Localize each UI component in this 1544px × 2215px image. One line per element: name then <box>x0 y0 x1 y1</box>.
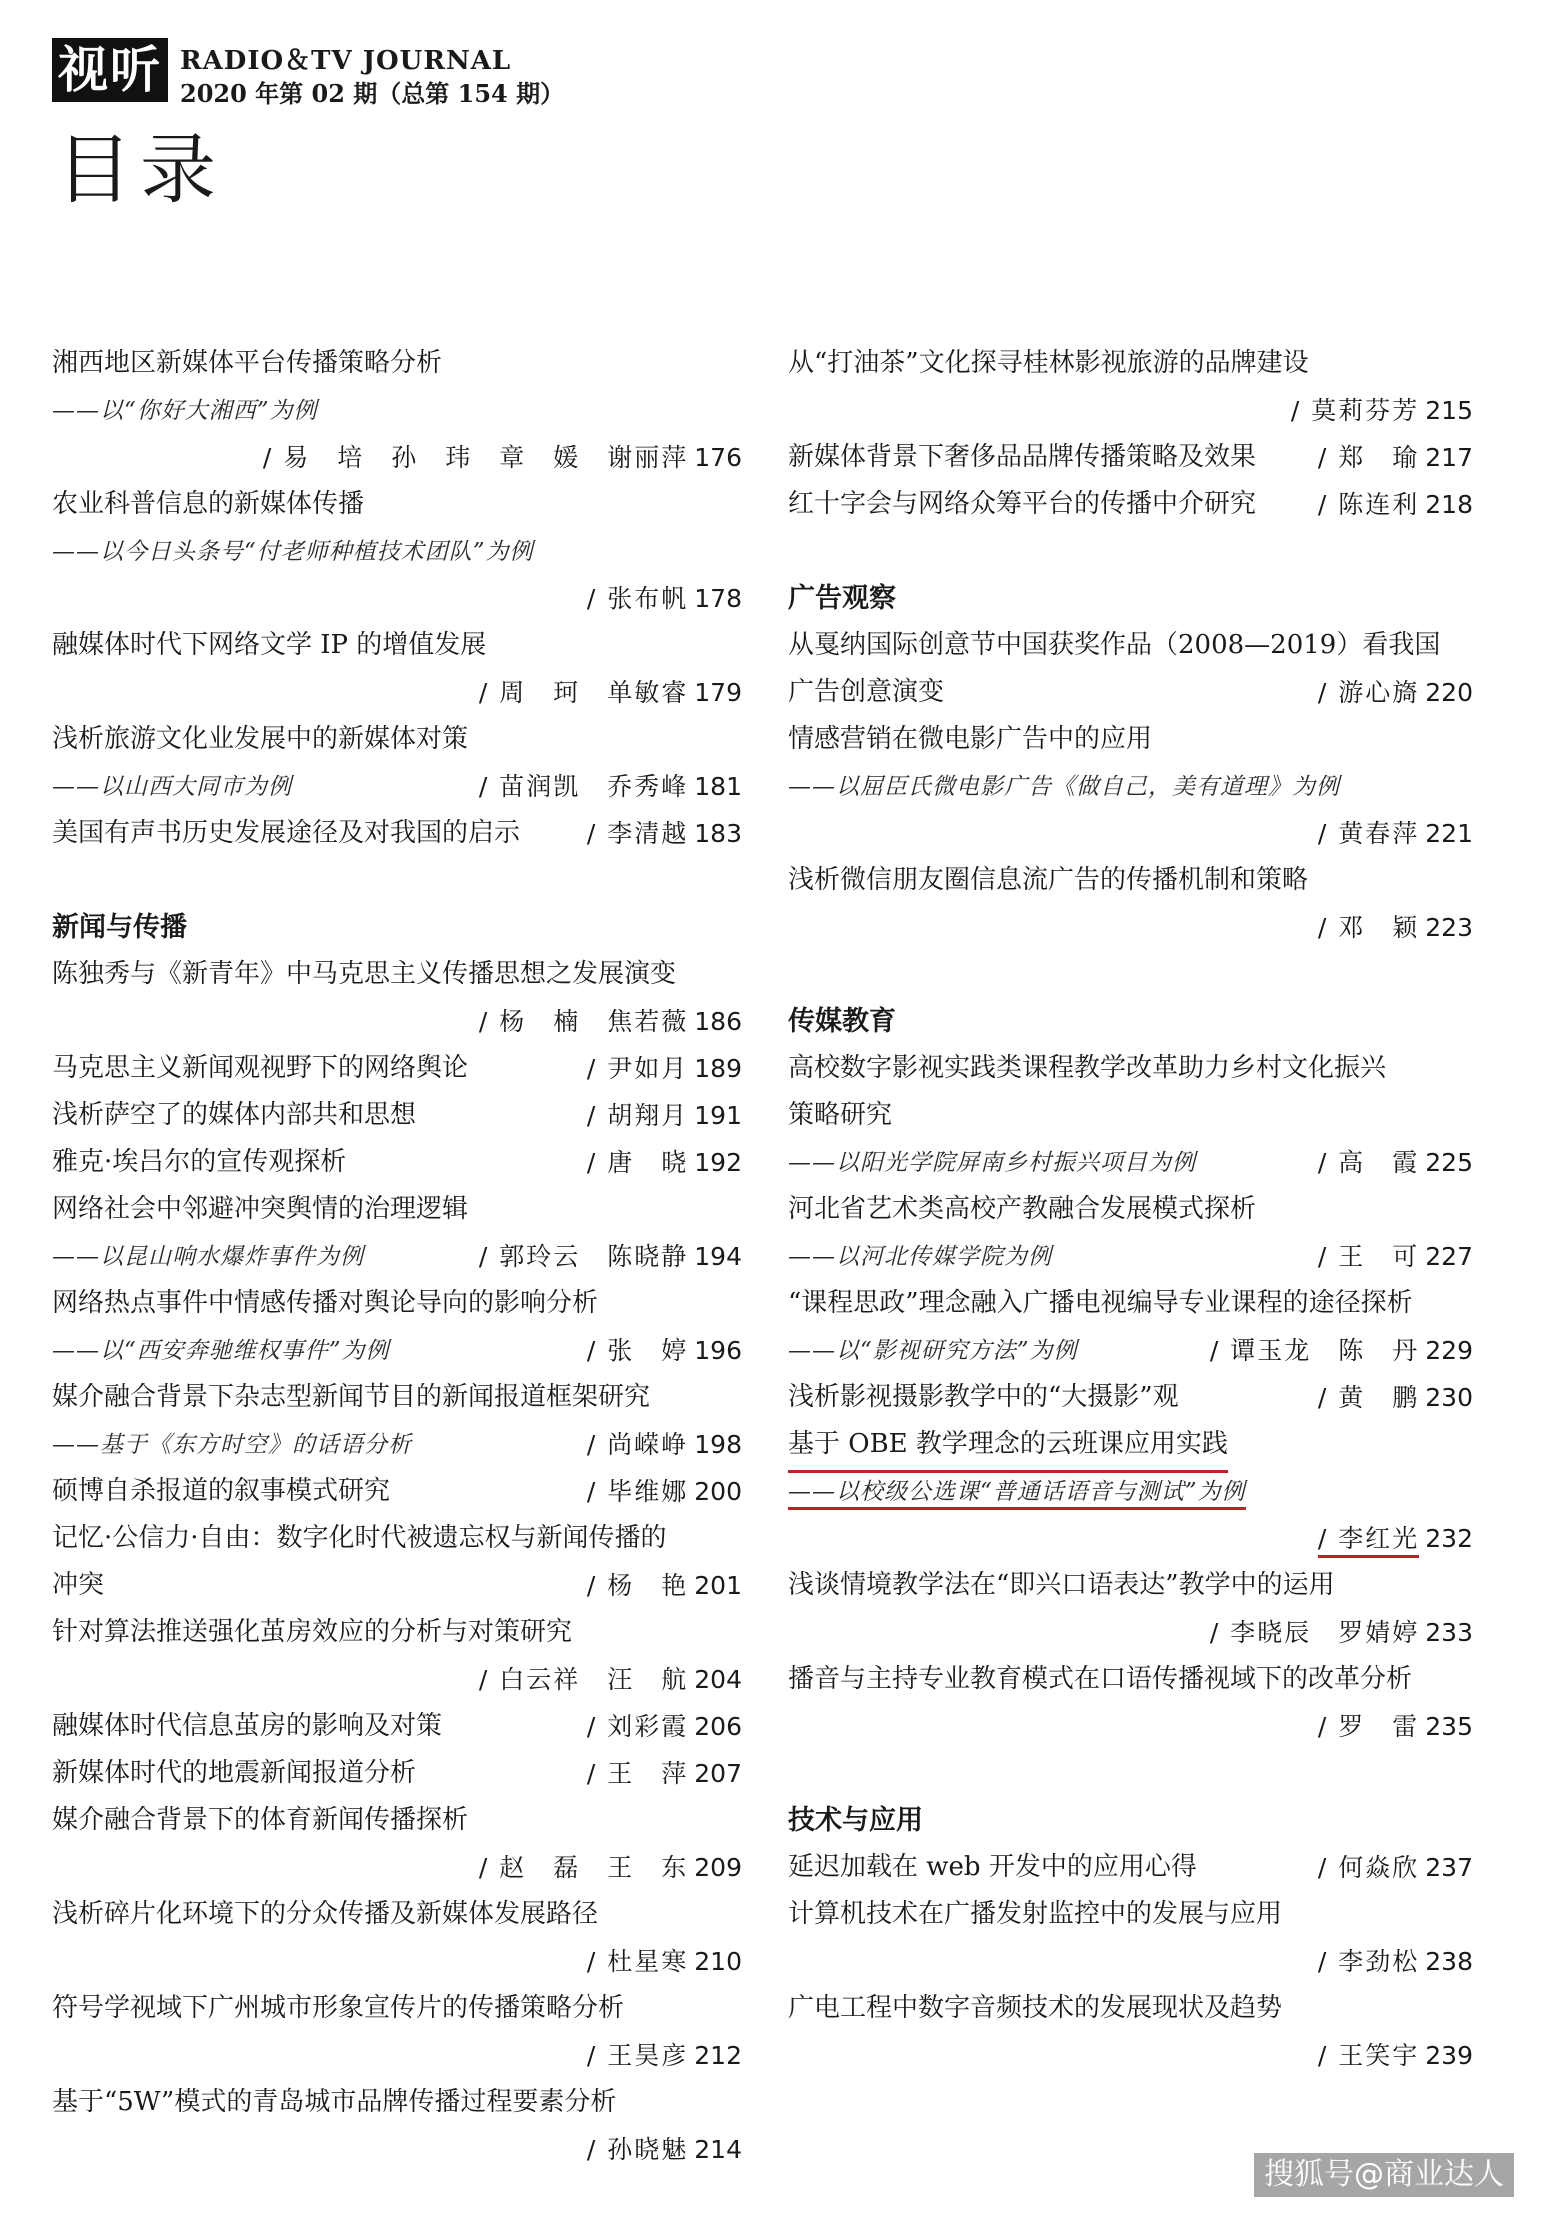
author-names: / 陈连利 <box>1317 490 1420 519</box>
toc-line <box>788 2032 1473 2079</box>
page-number: 181 <box>694 772 742 801</box>
toc-line <box>52 1938 742 1985</box>
toc-line <box>52 763 742 810</box>
author-names: / 郭玲云 陈晓静 <box>478 1242 689 1271</box>
author-byline <box>587 2126 742 2173</box>
author-byline <box>587 810 742 857</box>
page-number: 238 <box>1425 1947 1473 1976</box>
toc-line <box>788 1891 1473 1938</box>
toc-line <box>52 387 742 434</box>
section-heading: 新闻与传播 <box>52 912 187 943</box>
toc-line <box>52 1186 742 1233</box>
article-subtitle: ——以“影视研究方法”为例 <box>788 1338 1078 1364</box>
toc-entry[interactable] <box>52 1186 742 1280</box>
author-byline <box>479 763 742 810</box>
author-names: / 杨 楠 焦若薇 <box>478 1007 689 1036</box>
page-title: 目录 <box>56 125 224 214</box>
toc-entry[interactable] <box>52 1515 742 1609</box>
author-names: / 郑 瑜 <box>1317 443 1420 472</box>
article-title[interactable]: 媒介融合背景下的体育新闻传播探析 <box>52 1805 469 1835</box>
page-number: 223 <box>1425 913 1473 942</box>
author-names: / 谭玉龙 陈 丹 <box>1209 1336 1420 1365</box>
toc-entry[interactable] <box>788 1421 1473 1562</box>
toc-entry[interactable] <box>52 1609 742 1703</box>
article-title[interactable]: 广电工程中数字音频技术的发展现状及趋势 <box>788 1993 1283 2023</box>
toc-line <box>788 1985 1473 2032</box>
page-number: 212 <box>694 2041 742 2070</box>
toc-entry[interactable] <box>788 716 1473 857</box>
toc-entry[interactable] <box>52 716 742 810</box>
toc-line <box>788 857 1473 904</box>
author-byline <box>587 1139 742 1186</box>
author-byline <box>479 1844 742 1891</box>
page-number: 204 <box>694 1665 742 1694</box>
page-number: 207 <box>694 1759 742 1788</box>
author-names: / 刘彩霞 <box>586 1712 689 1741</box>
author-names: / 王昊彦 <box>586 2041 689 2070</box>
toc-entry[interactable] <box>52 481 742 622</box>
author-names: / 唐 晓 <box>586 1148 689 1177</box>
toc-line <box>788 1515 1473 1562</box>
author-byline <box>479 998 742 1045</box>
page-number: 198 <box>694 1430 742 1459</box>
author-byline <box>587 1045 742 1092</box>
article-title[interactable]: 冲突 <box>52 1570 105 1600</box>
page-number: 179 <box>694 678 742 707</box>
article-title[interactable]: 马克思主义新闻观视野下的网络舆论 <box>52 1053 469 1083</box>
toc-line <box>52 1515 742 1562</box>
watermark: 搜狐号@商业达人 <box>1254 2153 1514 2197</box>
page-number: 232 <box>1425 1524 1473 1553</box>
article-title[interactable]: 浅谈情境教学法在“即兴口语表达”教学中的运用 <box>788 1570 1335 1600</box>
author-names: / 周 珂 单敏睿 <box>478 678 689 707</box>
author-byline <box>479 669 742 716</box>
toc-line <box>52 669 742 716</box>
section-heading: 广告观察 <box>788 583 896 614</box>
author-byline <box>1318 904 1473 951</box>
toc-line <box>52 2032 742 2079</box>
toc-line <box>52 1562 742 1609</box>
toc-line <box>52 1891 742 1938</box>
author-byline <box>1318 434 1473 481</box>
author-byline <box>1318 1938 1473 1985</box>
toc-line <box>52 951 742 998</box>
author-names: / 孙晓魅 <box>586 2135 689 2164</box>
toc-entry[interactable] <box>788 1280 1473 1374</box>
toc-line <box>52 1985 742 2032</box>
toc-line <box>788 340 1473 387</box>
toc-line <box>788 1233 1473 1280</box>
author-names: / 李红光 <box>1318 1524 1419 1558</box>
author-names: / 易 培 孙 玮 章 媛 谢丽萍 <box>262 443 689 472</box>
author-names: / 莫莉芬芳 <box>1290 396 1420 425</box>
toc-line <box>52 2079 742 2126</box>
toc-line <box>52 2126 742 2173</box>
toc-line <box>788 1374 1473 1421</box>
author-names: / 黄 鹏 <box>1317 1383 1420 1412</box>
author-names: / 李晓辰 罗婧婷 <box>1209 1618 1420 1647</box>
section-heading: 传媒教育 <box>788 1006 896 1037</box>
author-byline <box>1318 1703 1473 1750</box>
page-number: 237 <box>1425 1853 1473 1882</box>
author-byline <box>479 1656 742 1703</box>
toc-line <box>52 575 742 622</box>
section-heading: 技术与应用 <box>788 1805 923 1836</box>
author-names: / 赵 磊 王 东 <box>478 1853 689 1882</box>
article-title[interactable]: 湘西地区新媒体平台传播策略分析 <box>52 348 443 378</box>
toc-entry[interactable] <box>788 1045 1473 1186</box>
author-names: / 毕维娜 <box>586 1477 689 1506</box>
toc-entry[interactable] <box>788 1374 1473 1421</box>
article-title[interactable]: 美国有声书历史发展途径及对我国的启示 <box>52 818 521 848</box>
toc-line <box>52 1233 742 1280</box>
journal-logo: 视听 <box>52 38 168 102</box>
page-number: 214 <box>694 2135 742 2164</box>
author-byline <box>1210 1327 1473 1374</box>
toc-line <box>52 528 742 575</box>
toc-entry[interactable] <box>52 810 742 857</box>
issue-number: 2020 年第 02 期（总第 154 期） <box>180 79 565 108</box>
article-title[interactable]: 浅析旅游文化业发展中的新媒体对策 <box>52 724 469 754</box>
toc-line <box>788 1656 1473 1703</box>
page-number: 221 <box>1425 819 1473 848</box>
author-byline <box>1291 387 1473 434</box>
author-byline <box>263 434 742 481</box>
article-title[interactable]: 网络热点事件中情感传播对舆论导向的影响分析 <box>52 1288 599 1318</box>
article-subtitle: ——以今日头条号“付老师种植技术团队”为例 <box>52 539 534 565</box>
toc-line <box>52 622 742 669</box>
toc-line <box>788 1609 1473 1656</box>
article-subtitle: ——基于《东方时空》的话语分析 <box>52 1432 412 1458</box>
toc-entry[interactable] <box>788 434 1473 481</box>
toc-entry[interactable] <box>52 1092 742 1139</box>
article-title[interactable]: 针对算法推送强化茧房效应的分析与对策研究 <box>52 1617 573 1647</box>
toc-entry[interactable] <box>52 622 742 716</box>
author-byline <box>1210 1609 1473 1656</box>
author-byline <box>1318 1139 1473 1186</box>
article-title[interactable]: 农业科普信息的新媒体传播 <box>52 489 365 519</box>
toc-entry[interactable] <box>788 622 1473 716</box>
toc-entry[interactable] <box>788 1891 1473 1985</box>
page-number: 229 <box>1425 1336 1473 1365</box>
article-title[interactable]: “课程思政”理念融入广播电视编导专业课程的途径探析 <box>788 1288 1413 1318</box>
article-subtitle: ——以“你好大湘西”为例 <box>52 398 318 424</box>
article-title[interactable]: 网络社会中邻避冲突舆情的治理逻辑 <box>52 1194 469 1224</box>
toc-line <box>52 481 742 528</box>
author-byline <box>587 1092 742 1139</box>
toc-line <box>788 1562 1473 1609</box>
author-byline <box>587 1562 742 1609</box>
toc-line <box>52 1139 742 1186</box>
article-title[interactable]: 记忆·公信力·自由：数字化时代被遗忘权与新闻传播的 <box>52 1523 667 1553</box>
page-number: 183 <box>694 819 742 848</box>
page-number: 227 <box>1425 1242 1473 1271</box>
author-names: / 胡翔月 <box>586 1101 689 1130</box>
article-subtitle: ——以屈臣氏微电影广告《做自己，美有道理》为例 <box>788 774 1340 800</box>
toc-line <box>52 1280 742 1327</box>
article-title[interactable]: 基于“5W”模式的青岛城市品牌传播过程要素分析 <box>52 2087 617 2117</box>
author-names: / 黄春萍 <box>1317 819 1420 848</box>
toc-line <box>788 904 1473 951</box>
author-byline <box>587 1421 742 1468</box>
author-names: / 苗润凯 乔秀峰 <box>478 772 689 801</box>
page-number: 191 <box>694 1101 742 1130</box>
toc-entry[interactable] <box>788 1985 1473 2079</box>
author-names: / 何焱欣 <box>1317 1853 1420 1882</box>
article-subtitle: ——以“西安奔驰维权事件”为例 <box>52 1338 390 1364</box>
article-title[interactable]: 广告创意演变 <box>788 677 945 707</box>
toc-line <box>52 1421 742 1468</box>
toc-entry[interactable] <box>788 1844 1473 1891</box>
article-title[interactable]: 播音与主持专业教育模式在口语传播视域下的改革分析 <box>788 1664 1413 1694</box>
article-title[interactable]: 从戛纳国际创意节中国获奖作品（2008—2019）看我国 <box>788 630 1441 660</box>
toc-line <box>788 1468 1473 1515</box>
toc-entry[interactable] <box>52 340 742 481</box>
toc-line <box>52 1327 742 1374</box>
page-number: 209 <box>694 1853 742 1882</box>
page-number: 235 <box>1425 1712 1473 1741</box>
toc-line <box>788 810 1473 857</box>
article-title[interactable]: 雅克·埃吕尔的宣传观探析 <box>52 1147 347 1177</box>
page-number: 210 <box>694 1947 742 1976</box>
toc-line <box>52 340 742 387</box>
article-subtitle: ——以校级公选课“普通话语音与测试”为例 <box>788 1479 1246 1510</box>
page-number: 206 <box>694 1712 742 1741</box>
toc-line <box>788 716 1473 763</box>
article-title[interactable]: 计算机技术在广播发射监控中的发展与应用 <box>788 1899 1283 1929</box>
toc-line <box>788 1045 1473 1092</box>
toc-entry[interactable] <box>52 1891 742 1985</box>
article-subtitle: ——以河北传媒学院为例 <box>788 1244 1052 1270</box>
article-title[interactable]: 浅析碎片化环境下的分众传播及新媒体发展路径 <box>52 1899 599 1929</box>
article-subtitle: ——以昆山响水爆炸事件为例 <box>52 1244 364 1270</box>
author-byline <box>587 575 742 622</box>
page-number: 233 <box>1425 1618 1473 1647</box>
author-names: / 杨 艳 <box>586 1571 689 1600</box>
article-title[interactable]: 高校数字影视实践类课程教学改革助力乡村文化振兴 <box>788 1053 1387 1083</box>
author-byline <box>587 1938 742 1985</box>
author-names: / 尚嵘峥 <box>586 1430 689 1459</box>
page-number: 201 <box>694 1571 742 1600</box>
article-title[interactable]: 硕博自杀报道的叙事模式研究 <box>52 1476 391 1506</box>
article-title[interactable]: 从“打油茶”文化探寻桂林影视旅游的品牌建设 <box>788 348 1309 378</box>
toc-entry[interactable] <box>788 340 1473 434</box>
toc-line <box>52 1750 742 1797</box>
toc-line <box>788 1186 1473 1233</box>
toc-entry[interactable] <box>788 1186 1473 1280</box>
toc-line <box>52 1045 742 1092</box>
author-byline <box>587 1703 742 1750</box>
author-byline <box>587 2032 742 2079</box>
page-number: 178 <box>694 584 742 613</box>
toc-line <box>52 1656 742 1703</box>
page-number: 192 <box>694 1148 742 1177</box>
author-names: / 李劲松 <box>1317 1947 1420 1976</box>
toc-line <box>788 434 1473 481</box>
article-title[interactable]: 浅析影视摄影教学中的“大摄影”观 <box>788 1382 1179 1412</box>
author-names: / 王笑宇 <box>1317 2041 1420 2070</box>
author-names: / 邓 颖 <box>1317 913 1420 942</box>
page-number: 230 <box>1425 1383 1473 1412</box>
page-number: 239 <box>1425 2041 1473 2070</box>
page-number: 176 <box>694 443 742 472</box>
toc-line <box>788 622 1473 669</box>
author-byline <box>479 1233 742 1280</box>
toc-line <box>788 1844 1473 1891</box>
page-number: 225 <box>1425 1148 1473 1177</box>
toc-line <box>52 810 742 857</box>
author-names: / 尹如月 <box>586 1054 689 1083</box>
page-number: 196 <box>694 1336 742 1365</box>
toc-entry[interactable] <box>52 1797 742 1891</box>
toc-entry[interactable] <box>52 1703 742 1750</box>
toc-line <box>788 1938 1473 1985</box>
toc-line <box>52 1609 742 1656</box>
article-title[interactable]: 浅析萨空了的媒体内部共和思想 <box>52 1100 417 1130</box>
toc-line <box>52 998 742 1045</box>
toc-line <box>52 1703 742 1750</box>
author-byline <box>587 1750 742 1797</box>
author-names: / 游心旖 <box>1317 678 1420 707</box>
author-byline <box>587 1327 742 1374</box>
article-title[interactable]: 基于 OBE 教学理念的云班课应用实践 <box>788 1421 1228 1473</box>
article-title[interactable]: 融媒体时代下网络文学 IP 的增值发展 <box>52 630 487 660</box>
journal-name: RADIO＆TV JOURNAL <box>180 46 512 76</box>
toc-entry[interactable] <box>52 1374 742 1468</box>
author-byline <box>1318 1374 1473 1421</box>
article-title[interactable]: 河北省艺术类高校产教融合发展模式探析 <box>788 1194 1257 1224</box>
toc-line <box>788 1092 1473 1139</box>
toc-entry[interactable] <box>52 1045 742 1092</box>
author-names: / 王 可 <box>1317 1242 1420 1271</box>
author-names: / 白云祥 汪 航 <box>478 1665 689 1694</box>
toc-entry[interactable] <box>52 951 742 1045</box>
article-title[interactable]: 融媒体时代信息茧房的影响及对策 <box>52 1711 443 1741</box>
toc-line <box>788 1139 1473 1186</box>
toc-line <box>788 481 1473 528</box>
toc-line <box>52 434 742 481</box>
article-title[interactable]: 红十字会与网络众筹平台的传播中介研究 <box>788 489 1257 519</box>
page-number: 189 <box>694 1054 742 1083</box>
page-number: 220 <box>1425 678 1473 707</box>
toc-line <box>52 1468 742 1515</box>
toc-entry[interactable] <box>788 1656 1473 1750</box>
article-title[interactable]: 延迟加载在 web 开发中的应用心得 <box>788 1852 1197 1882</box>
author-byline <box>1318 1233 1473 1280</box>
article-subtitle: ——以阳光学院屏南乡村振兴项目为例 <box>788 1150 1196 1176</box>
toc-entry[interactable] <box>52 1139 742 1186</box>
author-names: / 罗 雷 <box>1317 1712 1420 1741</box>
toc-entry[interactable] <box>52 2079 742 2173</box>
article-title[interactable]: 陈独秀与《新青年》中马克思主义传播思想之发展演变 <box>52 959 677 989</box>
toc-line <box>52 1797 742 1844</box>
author-names: / 高 霞 <box>1317 1148 1420 1177</box>
article-title[interactable]: 媒介融合背景下杂志型新闻节目的新闻报道框架研究 <box>52 1382 651 1412</box>
toc-entry[interactable] <box>52 1985 742 2079</box>
toc-line <box>52 1844 742 1891</box>
author-names: / 张 婷 <box>586 1336 689 1365</box>
author-byline <box>1318 1844 1473 1891</box>
page-number: 218 <box>1425 490 1473 519</box>
toc-entry[interactable] <box>52 1280 742 1374</box>
toc-line <box>788 763 1473 810</box>
toc-entry[interactable] <box>52 1750 742 1797</box>
toc-line <box>52 1092 742 1139</box>
toc-line <box>52 1374 742 1421</box>
toc-left-column <box>52 340 742 2173</box>
author-byline <box>1318 1515 1473 1562</box>
article-title[interactable]: 策略研究 <box>788 1100 893 1130</box>
author-byline <box>1318 810 1473 857</box>
toc-line <box>788 387 1473 434</box>
page-number: 217 <box>1425 443 1473 472</box>
page-number: 215 <box>1425 396 1473 425</box>
article-title[interactable]: 新媒体时代的地震新闻报道分析 <box>52 1758 417 1788</box>
toc-entry[interactable] <box>52 1468 742 1515</box>
author-byline <box>1318 669 1473 716</box>
toc-right-column <box>788 340 1473 2079</box>
article-title[interactable]: 新媒体背景下奢侈品品牌传播策略及效果 <box>788 442 1257 472</box>
author-byline <box>1318 2032 1473 2079</box>
toc-line <box>788 669 1473 716</box>
author-names: / 杜星寒 <box>586 1947 689 1976</box>
author-names: / 李清越 <box>586 819 689 848</box>
author-names: / 王 萍 <box>586 1759 689 1788</box>
author-names: / 张布帆 <box>586 584 689 613</box>
author-byline <box>587 1468 742 1515</box>
toc-line <box>788 1421 1473 1468</box>
toc-entry[interactable] <box>788 481 1473 528</box>
page-number: 200 <box>694 1477 742 1506</box>
article-subtitle: ——以山西大同市为例 <box>52 774 292 800</box>
toc-entry[interactable] <box>788 857 1473 951</box>
article-title[interactable]: 浅析微信朋友圈信息流广告的传播机制和策略 <box>788 865 1309 895</box>
page-number: 194 <box>694 1242 742 1271</box>
article-title[interactable]: 符号学视域下广州城市形象宣传片的传播策略分析 <box>52 1993 625 2023</box>
author-byline <box>1318 481 1473 528</box>
article-title[interactable]: 情感营销在微电影广告中的应用 <box>788 724 1153 754</box>
toc-line <box>52 716 742 763</box>
toc-line <box>788 1703 1473 1750</box>
toc-entry[interactable] <box>788 1562 1473 1656</box>
toc-line <box>788 1327 1473 1374</box>
toc-line <box>788 1280 1473 1327</box>
page-number: 186 <box>694 1007 742 1036</box>
